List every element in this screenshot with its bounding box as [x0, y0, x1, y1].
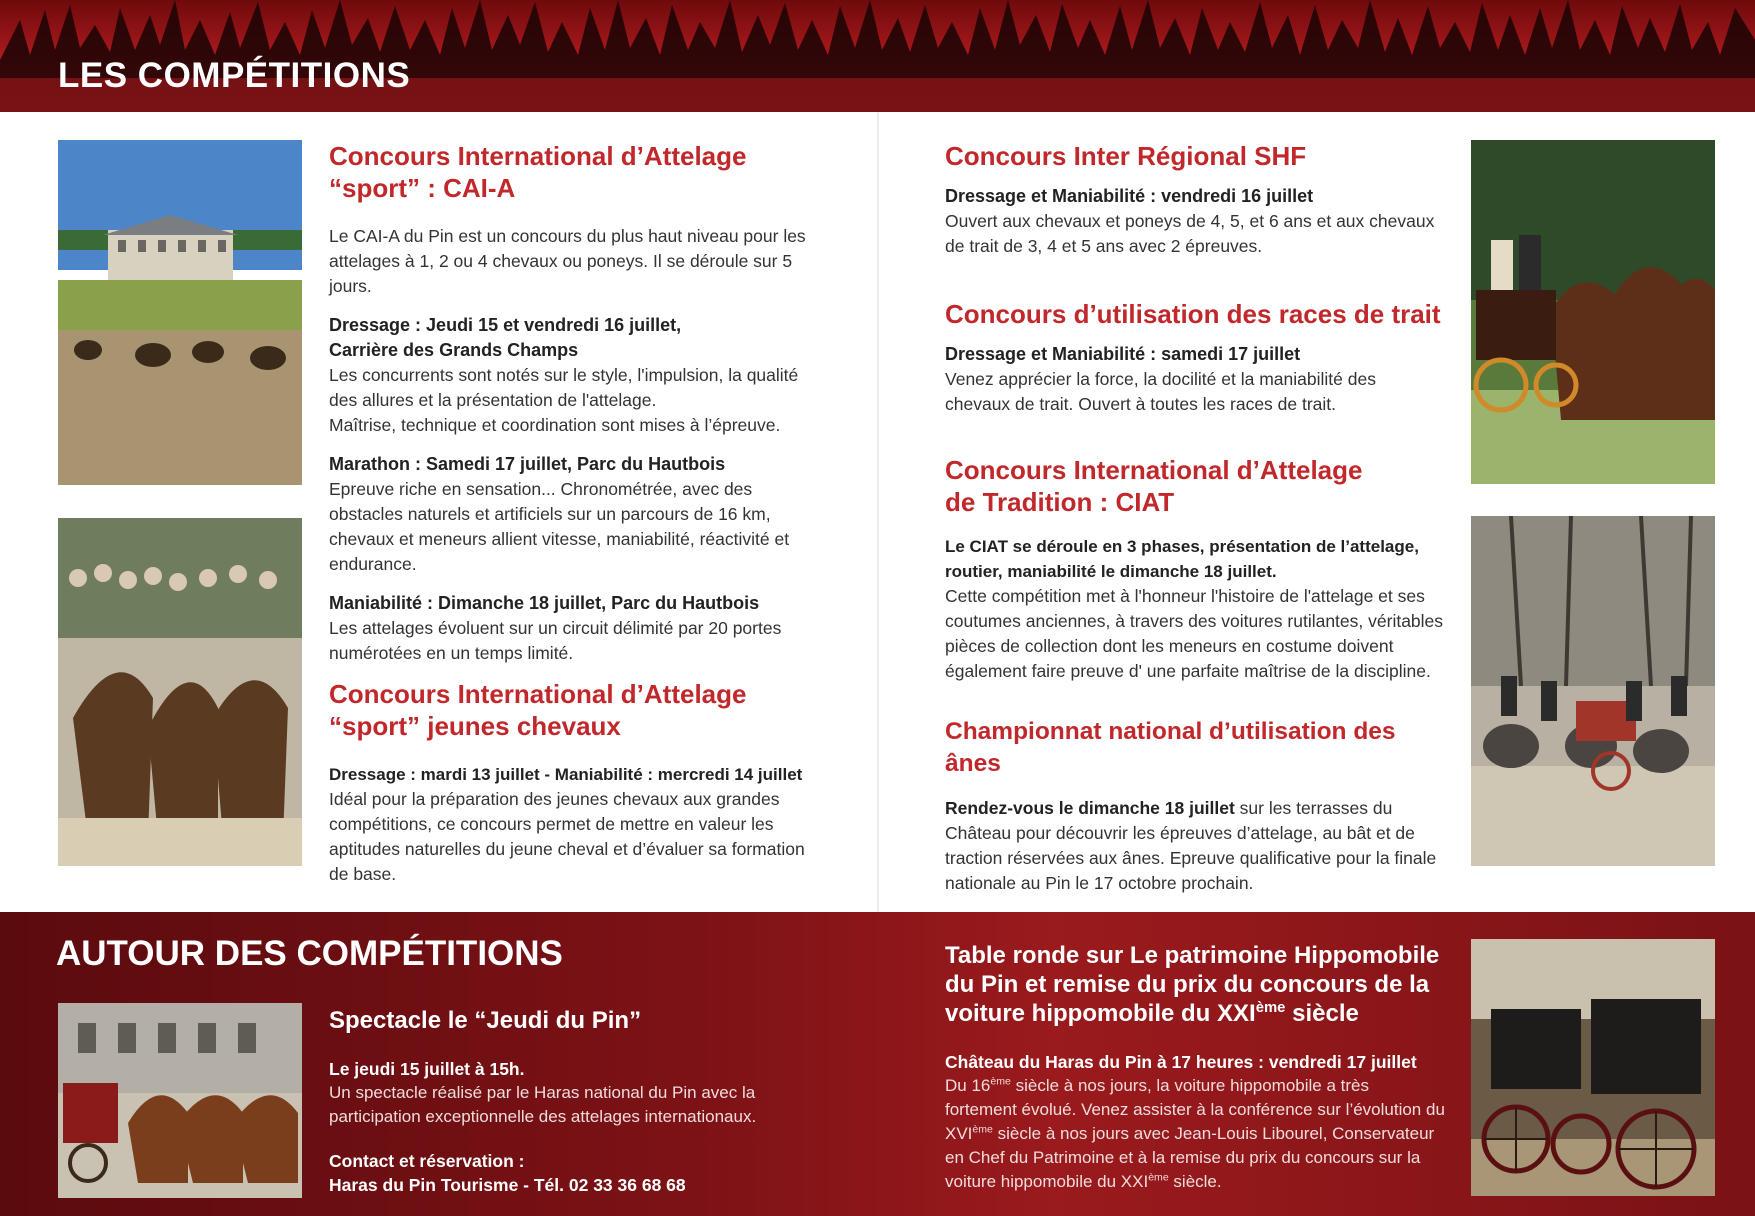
- spectacle-title: Spectacle le “Jeudi du Pin”: [329, 1007, 642, 1034]
- trait-body: Venez apprécier la force, la docilité et la maniabilité des chevaux de trait. Ouvert à toutes les races de trait.: [945, 369, 1376, 414]
- spectacle-section: [329, 1006, 829, 1197]
- photo-carriage-museum: [1471, 939, 1715, 1196]
- table-ronde-title-line2: du Pin et remise du prix du concours de la: [945, 971, 1430, 998]
- photo-spectacle-attelage: [58, 1003, 302, 1198]
- body-pre: Du 16: [945, 1076, 991, 1095]
- body-part-1: siècle à nos jours, la voiture hippomobile a très fortement évolué. Venez assister à la conférence sur l’évolution du XVI: [945, 1076, 1445, 1143]
- shf-section: [945, 140, 1445, 259]
- anes-title: Championnat national d’utilisation des ânes: [945, 718, 1396, 777]
- anes-section: [945, 716, 1445, 896]
- young-body: Idéal pour la préparation des jeunes chevaux aux grandes compétitions, ce concours permet de mettre en valeur les aptitudes naturelles du jeune cheval et d’évaluer sa formation de base.: [329, 789, 805, 884]
- caia-title-line1: Concours International d’Attelage: [329, 141, 747, 171]
- young-horses-section: [329, 678, 829, 887]
- table-ronde-title-line3: [945, 999, 1445, 1028]
- spectacle-lead: Le jeudi 15 juillet à 15h.: [329, 1059, 525, 1079]
- photo-chateau-attelage: [58, 140, 302, 485]
- body-sup-3: ème: [1148, 1171, 1169, 1184]
- ciat-lead: Le CIAT se déroule en 3 phases, présentation de l’attelage, routier, maniabilité le dimanche 18 juillet.: [945, 537, 1419, 581]
- body-sup-1: ème: [990, 1075, 1011, 1088]
- fold-divider: [877, 112, 879, 912]
- ciat-body: Cette compétition met à l'honneur l'histoire de l'attelage et ses coutumes anciennes, à travers des voitures rutilantes, véritables pièces de collection dont les meneurs en costume doivent également faire preuve d' une parfaite maîtrise de la discipline.: [945, 586, 1444, 681]
- anes-body: sur les terrasses du Château pour découvrir les épreuves d’attelage, au bât et de traction réservées aux ânes. Epreuve qualificative pour la finale nationale au Pin le 17 octobre prochain.: [945, 798, 1437, 893]
- bottom-section-title: AUTOUR DES COMPÉTITIONS: [56, 934, 563, 973]
- young-lead: Dressage : mardi 13 juillet - Maniabilité : mercredi 14 juillet: [329, 765, 803, 784]
- body-part-3: siècle.: [1168, 1172, 1222, 1191]
- trait-section: [945, 298, 1445, 417]
- caia-section: [329, 140, 829, 680]
- caia-dressage-body2: Maîtrise, technique et coordination sont mises à l’épreuve.: [329, 415, 781, 435]
- ciat-title-line2: de Tradition : CIAT: [945, 487, 1175, 517]
- anes-text: [945, 796, 1445, 896]
- body-part-2: siècle à nos jours avec Jean-Louis Libourel, Conservateur en Chef du Patrimoine et à la remise du prix du concours sur la voiture hippomobile du XXI: [945, 1124, 1435, 1191]
- caia-dressage-body: Les concurrents sont notés sur le style, l'impulsion, la qualité des allures et la présentation de l'attelage.: [329, 365, 799, 410]
- table-ronde-lead: Château du Haras du Pin à 17 heures : vendredi 17 juillet: [945, 1052, 1417, 1072]
- young-title-line2: “sport” jeunes chevaux: [329, 711, 621, 741]
- caia-title-line2: “sport” : CAI-A: [329, 173, 516, 203]
- title-line3-pre: voiture hippomobile du XXI: [945, 1000, 1256, 1027]
- anes-lead: Rendez-vous le dimanche 18 juillet: [945, 798, 1235, 818]
- caia-marathon-body: Epreuve riche en sensation... Chronométrée, avec des obstacles naturels et artificiels sur un parcours de 16 km, chevaux et meneurs allient vitesse, maniabilité, réactivité et endurance.: [329, 479, 790, 574]
- shf-body: Ouvert aux chevaux et poneys de 4, 5, et 6 ans et aux chevaux de trait de 3, 4 et 5 ans avec 2 épreuves.: [945, 211, 1435, 256]
- table-ronde-title-line1: Table ronde sur Le patrimoine Hippomobile: [945, 942, 1440, 969]
- table-ronde-body: [945, 1074, 1445, 1194]
- caia-maniabilite-body: Les attelages évoluent sur un circuit délimité par 20 portes numérotées en un temps limité.: [329, 618, 782, 663]
- table-ronde-section: [945, 941, 1445, 1194]
- ciat-title-line1: Concours International d’Attelage: [945, 455, 1363, 485]
- photo-marathon-horses: [58, 518, 302, 866]
- ciat-section: [945, 454, 1445, 684]
- shf-title: Concours Inter Régional SHF: [945, 141, 1307, 171]
- caia-dressage-lead-1: Dressage : Jeudi 15 et vendredi 16 juillet,: [329, 315, 682, 335]
- contact-phone: Haras du Pin Tourisme - Tél. 02 33 36 68 68: [329, 1175, 686, 1195]
- trait-lead: Dressage et Maniabilité : samedi 17 juillet: [945, 344, 1301, 364]
- caia-maniabilite-lead: Maniabilité : Dimanche 18 juillet, Parc du Hautbois: [329, 593, 760, 613]
- page-title: LES COMPÉTITIONS: [58, 56, 411, 95]
- caia-marathon-lead: Marathon : Samedi 17 juillet, Parc du Hautbois: [329, 454, 726, 474]
- young-title-line1: Concours International d’Attelage: [329, 679, 747, 709]
- caia-dressage-lead-2: Carrière des Grands Champs: [329, 340, 579, 360]
- photo-donkey-carts: [1471, 516, 1715, 866]
- spectacle-body: Un spectacle réalisé par le Haras national du Pin avec la participation exceptionnelle des attelages internationaux.: [329, 1083, 757, 1126]
- caia-intro: Le CAI-A du Pin est un concours du plus haut niveau pour les attelages à 1, 2 ou 4 chevaux ou poneys. Il se déroule sur 5 jours.: [329, 226, 806, 296]
- body-sup-2: ème: [972, 1123, 993, 1136]
- contact-lead: Contact et réservation :: [329, 1151, 525, 1171]
- title-line3-sup: ème: [1255, 1000, 1286, 1016]
- photo-four-horse-carriage: [1471, 140, 1715, 484]
- title-line3-post: siècle: [1285, 1000, 1359, 1027]
- shf-lead: Dressage et Maniabilité : vendredi 16 juillet: [945, 186, 1314, 206]
- top-banner: [0, 0, 1755, 112]
- trait-title: Concours d’utilisation des races de trait: [945, 299, 1441, 329]
